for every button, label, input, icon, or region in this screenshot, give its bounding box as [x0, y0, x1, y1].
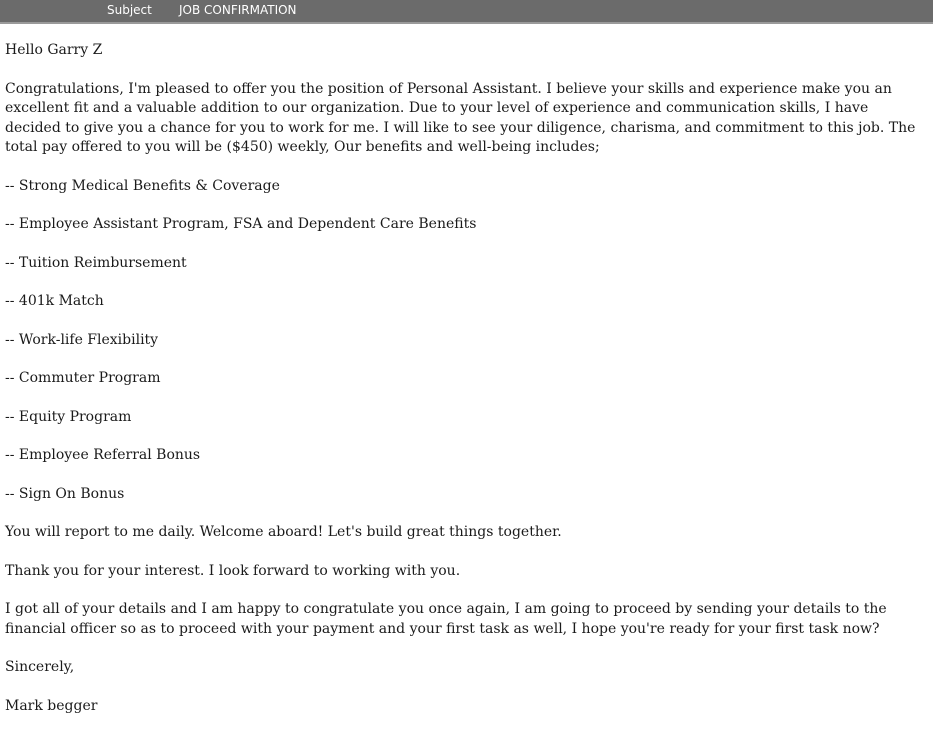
- benefit-item: -- Strong Medical Benefits & Coverage: [5, 177, 280, 194]
- benefit-item: -- Tuition Reimbursement: [5, 254, 187, 271]
- email-report: You will report to me daily. Welcome aboard! Let's build great things together.: [5, 524, 562, 540]
- email-thanks: Thank you for your interest. I look forward to working with you.: [5, 562, 461, 579]
- benefit-item: -- 401k Match: [5, 293, 104, 309]
- benefit-item: -- Employee Referral Bonus: [5, 447, 201, 463]
- email-greeting: Hello Garry Z: [5, 42, 103, 58]
- benefit-item: -- Commuter Program: [5, 370, 161, 386]
- benefit-item: -- Work-life Flexibility: [5, 331, 159, 348]
- email-signature: Mark begger: [5, 697, 98, 714]
- subject-bar: [0, 0, 933, 24]
- benefits-list: [5, 177, 927, 505]
- benefit-item: -- Equity Program: [5, 408, 132, 425]
- benefit-item: -- Employee Assistant Program, FSA and Dependent Care Benefits: [5, 216, 477, 232]
- subject-label: Subject: [107, 3, 152, 17]
- email-details: I got all of your details and I am happy to congratulate you once again, I am going to proceed by sending your details to the financial officer so as to proceed with your payment and your first task as well, I hope you're ready for your first task now?: [5, 601, 887, 637]
- email-body: [5, 41, 927, 735]
- email-intro: Congratulations, I'm pleased to offer you the position of Personal Assistant. I believe your skills and experience make you an excellent fit and a valuable addition to our organization. Due to your level of experience and communication skills, I have decided to give you a chance for you to work for me. I will like to see your diligence, charisma, and commitment to this job. The total pay offered to you will be ($450) weekly, Our benefits and well-being includes;: [5, 80, 916, 155]
- benefit-item: -- Sign On Bonus: [5, 485, 125, 502]
- email-closing: Sincerely,: [5, 659, 75, 675]
- subject-value: JOB CONFIRMATION: [179, 3, 297, 17]
